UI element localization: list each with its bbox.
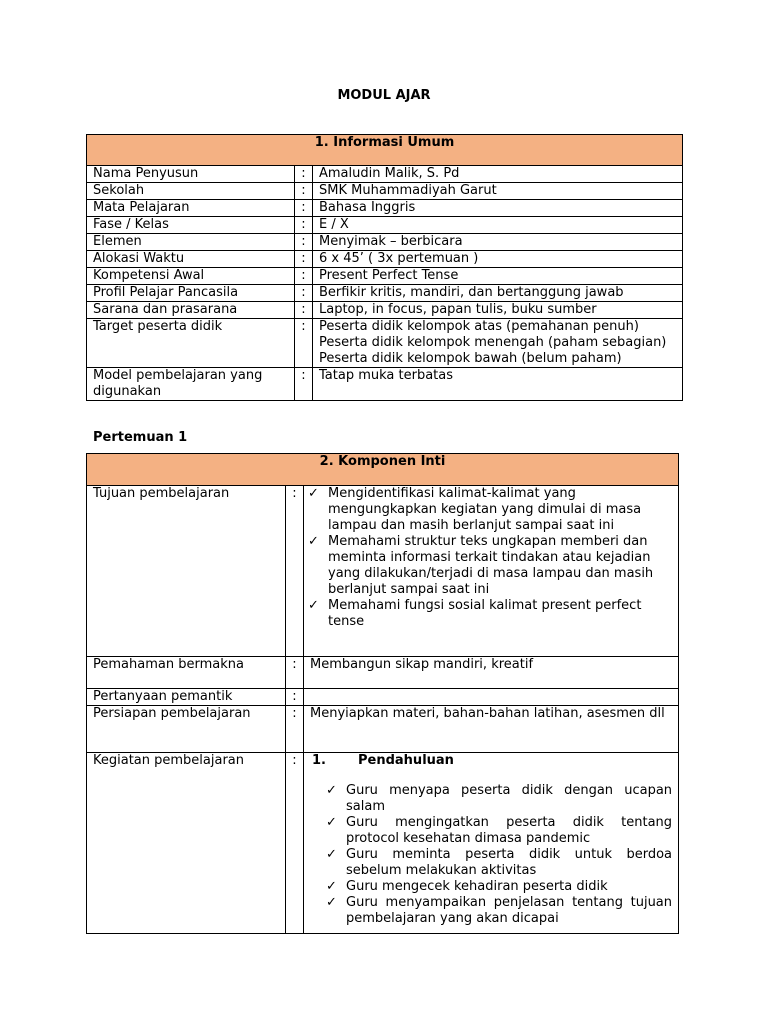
row-label: Model pembelajaran yang digunakan [87,368,295,401]
table-row [87,234,683,251]
row-label: Profil Pelajar Pancasila [87,285,295,302]
pendahuluan-title: Pendahuluan [358,753,454,768]
row-colon: : [295,285,313,302]
pendahuluan-number: 1. [312,753,326,768]
kegiatan-cell [304,753,679,934]
target-line: Peserta didik kelompok atas (pemahanan penuh) [319,319,639,334]
row-colon: : [286,706,304,753]
row-label: Fase / Kelas [87,217,295,234]
tujuan-cell [304,486,679,657]
row-label: Mata Pelajaran [87,200,295,217]
table-row [87,689,679,706]
komponen-inti-table [86,453,679,934]
table-row [87,753,679,934]
row-colon: : [295,302,313,319]
row-label: Kegiatan pembelajaran [87,753,286,934]
row-value: Bahasa Inggris [313,200,683,217]
kegiatan-list [312,783,672,927]
list-item: ✓ Guru mengingatkan peserta didik tentang protocol kesehatan dimasa pandemic [326,815,672,847]
informasi-umum-heading: 1. Informasi Umum [87,135,683,166]
row-colon: : [295,368,313,401]
row-colon: : [295,183,313,200]
list-item: ✓ Guru menyampaikan penjelasan tentang tujuan pembelajaran yang akan dicapai [326,895,672,927]
informasi-umum-header-row [87,135,683,166]
row-value: Tatap muka terbatas [313,368,683,401]
table-row [87,319,683,368]
table-row [87,268,683,285]
row-colon: : [286,689,304,706]
table-row [87,251,683,268]
table-row [87,183,683,200]
row-colon: : [286,753,304,934]
list-item: ✓ Guru mengecek kehadiran peserta didik [326,879,672,895]
row-colon: : [295,217,313,234]
row-label: Persiapan pembelajaran [87,706,286,753]
table-row [87,368,683,401]
target-line: Peserta didik kelompok menengah (paham sebagian) [319,335,667,350]
row-label: Tujuan pembelajaran [87,486,286,657]
table-row [87,657,679,689]
row-label: Pertanyaan pemantik [87,689,286,706]
table-row [87,217,683,234]
row-value: 6 x 45’ ( 3x pertemuan ) [313,251,683,268]
row-value [304,689,679,706]
list-item: ✓ Guru meminta peserta didik untuk berdoa sebelum melakukan aktivitas [326,847,672,879]
row-value: Present Perfect Tense [313,268,683,285]
row-label: Pemahaman bermakna [87,657,286,689]
row-label: Elemen [87,234,295,251]
row-label: Sarana dan prasarana [87,302,295,319]
row-label: Nama Penyusun [87,166,295,183]
row-colon: : [295,234,313,251]
row-value: Menyiapkan materi, bahan-bahan latihan, asesmen dll [304,706,679,753]
row-value: Berfikir kritis, mandiri, dan bertanggung jawab [313,285,683,302]
informasi-umum-table [86,134,683,401]
row-value: Menyimak – berbicara [313,234,683,251]
table-row [87,200,683,217]
document-title: MODUL AJAR [337,88,431,103]
row-value: E / X [313,217,683,234]
row-value: SMK Muhammadiyah Garut [313,183,683,200]
row-colon: : [295,251,313,268]
row-value: Membangun sikap mandiri, kreatif [304,657,679,689]
tujuan-list [308,486,672,630]
table-row [87,486,679,657]
list-item: ✓ Guru menyapa peserta didik dengan ucapan salam [326,783,672,815]
row-colon: : [295,166,313,183]
row-colon: : [295,319,313,368]
row-colon: : [295,268,313,285]
row-colon: : [286,486,304,657]
list-item: ✓ Memahami fungsi sosial kalimat present perfect tense [308,598,672,630]
row-value: Laptop, in focus, papan tulis, buku sumber [313,302,683,319]
row-label: Sekolah [87,183,295,200]
row-colon: : [295,200,313,217]
komponen-inti-heading: 2. Komponen Inti [87,454,679,486]
list-item: ✓ Mengidentifikasi kalimat-kalimat yang mengungkapkan kegiatan yang dimulai di masa lampau dan masih berlanjut sampai saat ini [308,486,672,534]
target-line: Peserta didik kelompok bawah (belum paham) [319,351,622,366]
komponen-inti-header-row [87,454,679,486]
row-value: Amaludin Malik, S. Pd [313,166,683,183]
table-row [87,706,679,753]
table-row [87,302,683,319]
table-row [87,285,683,302]
target-peserta-cell [313,319,683,368]
list-item: ✓ Memahami struktur teks ungkapan memberi dan meminta informasi terkait tindakan atau kejadian yang dilakukan/terjadi di masa lampau dan masih berlanjut sampai saat ini [308,534,672,598]
row-colon: : [286,657,304,689]
row-label: Alokasi Waktu [87,251,295,268]
pendahuluan-heading [312,753,672,769]
meeting-label: Pertemuan 1 [93,430,188,445]
row-label: Kompetensi Awal [87,268,295,285]
row-label: Target peserta didik [87,319,295,368]
table-row [87,166,683,183]
